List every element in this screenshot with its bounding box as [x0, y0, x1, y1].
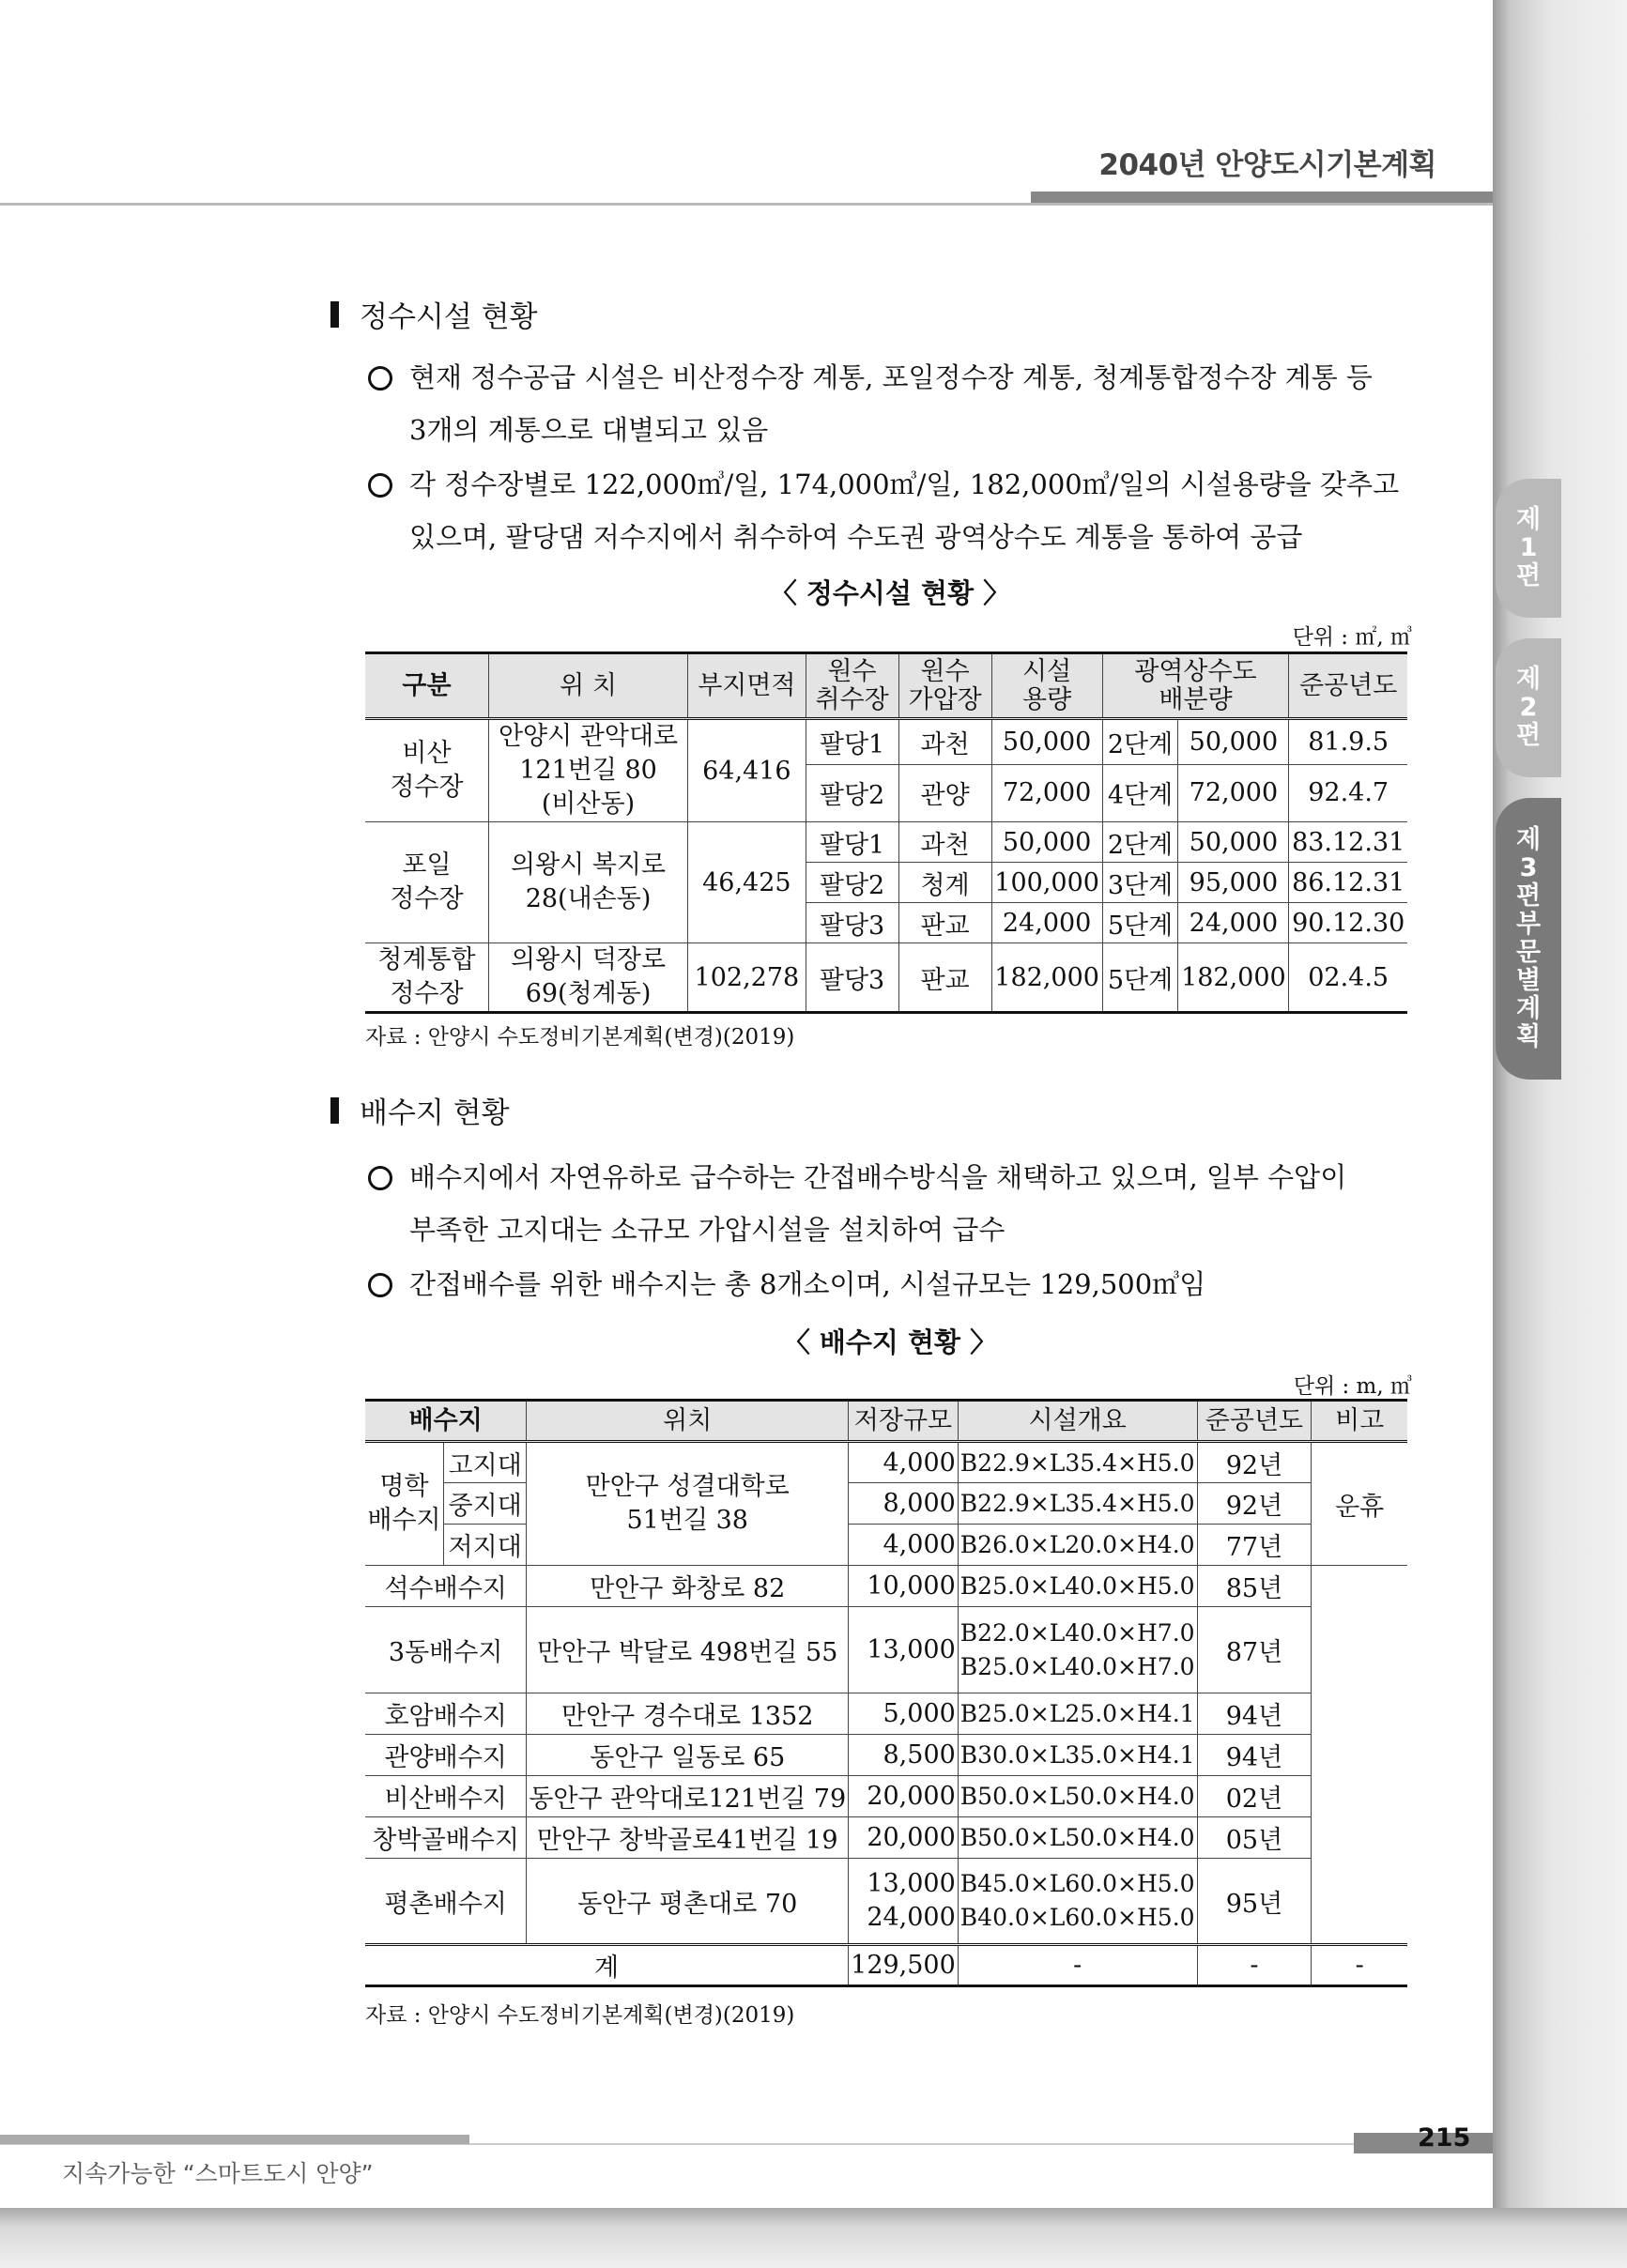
page-number: 215: [1418, 2123, 1471, 2153]
unit-label: 단위 : m, ㎥: [1293, 1374, 1412, 1399]
note-cell-empty: [1312, 1566, 1407, 1945]
year-cell: 87년: [1197, 1607, 1312, 1693]
stage-cell: 5단계: [1102, 943, 1178, 1013]
year-cell: 81.9.5: [1289, 719, 1407, 765]
header-cell: 위치: [527, 1401, 849, 1442]
reservoir-name-cell: 평촌배수지: [365, 1859, 527, 1945]
total-label-cell: 계: [365, 1945, 849, 1986]
total-note-cell: -: [1312, 1945, 1407, 1986]
stage-cell: 2단계: [1102, 719, 1178, 765]
table-caption: 〈 정수시설 현황 〉: [769, 577, 1011, 609]
chapter-tab-1[interactable]: 제 1 편: [1496, 479, 1561, 618]
spec-cell: B26.0×L20.0×H4.0: [958, 1525, 1197, 1566]
bullet-item: [368, 351, 1412, 456]
stage-cell: 3단계: [1102, 863, 1178, 903]
header-cell: 비고: [1312, 1401, 1407, 1442]
section-heading-water-treatment: [330, 293, 538, 335]
capacity-cell: 8,000: [849, 1483, 959, 1525]
location-cell: 안양시 관악대로 121번길 80 (비산동): [488, 719, 687, 822]
capacity-cell: 20,000: [849, 1776, 959, 1817]
reservoir-table: [365, 1399, 1407, 1987]
area-cell: 102,278: [688, 943, 806, 1013]
table-row: [365, 1693, 1407, 1735]
location-cell: 만안구 박달로 498번길 55: [527, 1607, 849, 1693]
bullet-line: 부족한 고지대는 소규모 가압시설을 설치하여 급수: [409, 1214, 1005, 1246]
year-cell: 86.12.31: [1289, 863, 1407, 903]
area-cell: 64,416: [688, 719, 806, 822]
location-cell: 동안구 평촌대로 70: [527, 1859, 849, 1945]
section-marker-icon: [330, 301, 339, 328]
stage-cell: 2단계: [1102, 822, 1178, 863]
year-cell: 85년: [1197, 1566, 1312, 1607]
location-cell: 만안구 성결대학로 51번길 38: [527, 1442, 849, 1566]
stage-cell: 4단계: [1102, 764, 1178, 821]
capacity-cell: 13,000: [849, 1607, 959, 1693]
area-cell: 46,425: [688, 822, 806, 943]
chapter-tab-2[interactable]: 제 2 편: [1496, 638, 1561, 777]
header-cell: 원수 취수장: [806, 653, 898, 719]
bullet-item: [368, 1151, 1412, 1256]
level-cell: 중지대: [443, 1483, 526, 1525]
location-cell: 만안구 창박골로41번길 19: [527, 1817, 849, 1859]
spec-cell: B22.9×L35.4×H5.0: [958, 1442, 1197, 1483]
table-row: [365, 1735, 1407, 1776]
header-cell: 준공년도: [1289, 653, 1407, 719]
section-marker-icon: [330, 1097, 339, 1124]
location-cell: 만안구 경수대로 1352: [527, 1693, 849, 1735]
capacity-cell: 100,000: [991, 863, 1102, 903]
bullet-line: 각 정수장별로 122,000㎥/일, 174,000㎥/일, 182,000㎥/일의 시설용량을 갖추고: [409, 468, 1400, 500]
header-rule-thick: [1031, 192, 1493, 203]
bullet-line: 배수지에서 자연유하로 급수하는 간접배수방식을 채택하고 있으며, 일부 수압이: [409, 1161, 1347, 1193]
spec-cell: B25.0×L40.0×H5.0: [958, 1566, 1197, 1607]
year-cell: 02년: [1197, 1776, 1312, 1817]
location-cell: 동안구 일동로 65: [527, 1735, 849, 1776]
capacity-cell: 24,000: [991, 903, 1102, 943]
spec-cell: B30.0×L35.0×H4.1: [958, 1735, 1197, 1776]
distribution-cell: 182,000: [1178, 943, 1289, 1013]
reservoir-name-cell: 석수배수지: [365, 1566, 527, 1607]
year-cell: 94년: [1197, 1693, 1312, 1735]
pump-cell: 과천: [898, 822, 991, 863]
location-cell: 만안구 화창로 82: [527, 1566, 849, 1607]
intake-cell: 팔당1: [806, 719, 898, 765]
capacity-cell: 50,000: [991, 822, 1102, 863]
year-cell: 90.12.30: [1289, 903, 1407, 943]
intake-cell: 팔당2: [806, 863, 898, 903]
capacity-cell: 72,000: [991, 764, 1102, 821]
table-row: [365, 719, 1407, 765]
distribution-cell: 50,000: [1178, 719, 1289, 765]
header-cell: 구분: [365, 653, 488, 719]
pump-cell: 관양: [898, 764, 991, 821]
total-row: [365, 1945, 1407, 1986]
distribution-cell: 50,000: [1178, 822, 1289, 863]
capacity-cell: 4,000: [849, 1442, 959, 1483]
reservoir-name-cell: 창박골배수지: [365, 1817, 527, 1859]
reservoir-name-cell: 호암배수지: [365, 1693, 527, 1735]
bullet-item: [368, 458, 1412, 563]
intake-cell: 팔당2: [806, 764, 898, 821]
location-cell: 동안구 관악대로121번길 79: [527, 1776, 849, 1817]
header-cell: 광역상수도 배분량: [1102, 653, 1289, 719]
year-cell: 02.4.5: [1289, 943, 1407, 1013]
group-name-cell: 포일 정수장: [365, 822, 488, 943]
total-spec-cell: -: [958, 1945, 1197, 1986]
bullet-line: 있으며, 팔당댐 저수지에서 취수하여 수도권 광역상수도 계통을 통하여 공급: [409, 521, 1303, 553]
capacity-cell: 8,500: [849, 1735, 959, 1776]
chapter-tab-3-active[interactable]: 제 3 편 부 문 별 계 획: [1496, 798, 1561, 1080]
table-row: [365, 1483, 1407, 1525]
capacity-cell: 20,000: [849, 1817, 959, 1859]
year-cell: 95년: [1197, 1859, 1312, 1945]
header-rule: [0, 203, 1493, 206]
spec-cell: B45.0×L60.0×H5.0 B40.0×L60.0×H5.0: [958, 1859, 1197, 1945]
table-caption: 〈 배수지 현황 〉: [782, 1326, 998, 1358]
year-cell: 77년: [1197, 1525, 1312, 1566]
table-row: [365, 1442, 1407, 1483]
table-source: 자료 : 안양시 수도정비기본계획(변경)(2019): [365, 2003, 795, 2028]
stage-cell: 5단계: [1102, 903, 1178, 943]
table-row: [365, 1817, 1407, 1859]
table-row: [365, 822, 1407, 863]
header-cell: 부지면적: [688, 653, 806, 719]
unit-label: 단위 : ㎡, ㎥: [1292, 625, 1412, 650]
level-cell: 저지대: [443, 1525, 526, 1566]
capacity-cell: 4,000: [849, 1525, 959, 1566]
page-edge-bottom: [0, 2208, 1627, 2268]
table-row: [365, 1859, 1407, 1945]
header-cell: 배수지: [365, 1401, 527, 1442]
year-cell: 05년: [1197, 1817, 1312, 1859]
section-heading-reservoir: [330, 1089, 510, 1131]
distribution-cell: 24,000: [1178, 903, 1289, 943]
table-row: [365, 1776, 1407, 1817]
table-source: 자료 : 안양시 수도정비기본계획(변경)(2019): [365, 1025, 795, 1050]
bullet-line: 현재 정수공급 시설은 비산정수장 계통, 포일정수장 계통, 청계통합정수장 계통 등: [409, 361, 1373, 393]
reservoir-name-cell: 명학 배수지: [365, 1442, 443, 1566]
table-row: [365, 1566, 1407, 1607]
group-name-cell: 비산 정수장: [365, 719, 488, 822]
intake-cell: 팔당3: [806, 903, 898, 943]
bullet-line: 간접배수를 위한 배수지는 총 8개소이며, 시설규모는 129,500㎥임: [409, 1268, 1206, 1300]
intake-cell: 팔당1: [806, 822, 898, 863]
bullet-line: 3개의 계통으로 대별되고 있음: [409, 414, 769, 446]
pump-cell: 청계: [898, 863, 991, 903]
reservoir-name-cell: 3동배수지: [365, 1607, 527, 1693]
total-year-cell: -: [1197, 1945, 1312, 1986]
level-cell: 고지대: [443, 1442, 526, 1483]
header-cell: 준공년도: [1197, 1401, 1312, 1442]
header-cell: 저장규모: [849, 1401, 959, 1442]
capacity-cell: 182,000: [991, 943, 1102, 1013]
section-heading-text: 정수시설 현황: [360, 300, 538, 334]
header-cell: 시설개요: [958, 1401, 1197, 1442]
bullet-item: [368, 1258, 1412, 1310]
header-cell: 원수 가압장: [898, 653, 991, 719]
circle-bullet-icon: [368, 1166, 392, 1190]
capacity-cell: 13,000 24,000: [849, 1859, 959, 1945]
year-cell: 92년: [1197, 1442, 1312, 1483]
year-cell: 83.12.31: [1289, 822, 1407, 863]
location-cell: 의왕시 복지로 28(내손동): [488, 822, 687, 943]
year-cell: 92년: [1197, 1483, 1312, 1525]
header-title: 2040년 안양도시기본계획: [1098, 148, 1436, 182]
pump-cell: 과천: [898, 719, 991, 765]
circle-bullet-icon: [368, 366, 392, 391]
footer-slogan: 지속가능한 “스마트도시 안양”: [62, 2160, 374, 2187]
total-capacity-cell: 129,500: [849, 1945, 959, 1986]
note-cell: 운휴: [1312, 1442, 1407, 1566]
spec-cell: B22.0×L40.0×H7.0 B25.0×L40.0×H7.0: [958, 1607, 1197, 1693]
circle-bullet-icon: [368, 473, 392, 498]
spec-cell: B50.0×L50.0×H4.0: [958, 1776, 1197, 1817]
table-row: [365, 943, 1407, 1013]
group-name-cell: 청계통합 정수장: [365, 943, 488, 1013]
spec-cell: B50.0×L50.0×H4.0: [958, 1817, 1197, 1859]
distribution-cell: 72,000: [1178, 764, 1289, 821]
water-treatment-table: [365, 651, 1407, 1014]
header-cell: 위 치: [488, 653, 687, 719]
footer-rule-left: [0, 2135, 469, 2144]
circle-bullet-icon: [368, 1273, 392, 1297]
year-cell: 94년: [1197, 1735, 1312, 1776]
page-edge-right: [1493, 0, 1627, 2268]
reservoir-name-cell: 비산배수지: [365, 1776, 527, 1817]
intake-cell: 팔당3: [806, 943, 898, 1013]
capacity-cell: 10,000: [849, 1566, 959, 1607]
capacity-cell: 50,000: [991, 719, 1102, 765]
reservoir-name-cell: 관양배수지: [365, 1735, 527, 1776]
capacity-cell: 5,000: [849, 1693, 959, 1735]
location-cell: 의왕시 덕장로 69(청계동): [488, 943, 687, 1013]
spec-cell: B25.0×L25.0×H4.1: [958, 1693, 1197, 1735]
pump-cell: 판교: [898, 903, 991, 943]
spec-cell: B22.9×L35.4×H5.0: [958, 1483, 1197, 1525]
table-row: [365, 1607, 1407, 1693]
table-row: [365, 1525, 1407, 1566]
pump-cell: 판교: [898, 943, 991, 1013]
header-cell: 시설 용량: [991, 653, 1102, 719]
year-cell: 92.4.7: [1289, 764, 1407, 821]
section-heading-text: 배수지 현황: [360, 1096, 510, 1130]
distribution-cell: 95,000: [1178, 863, 1289, 903]
